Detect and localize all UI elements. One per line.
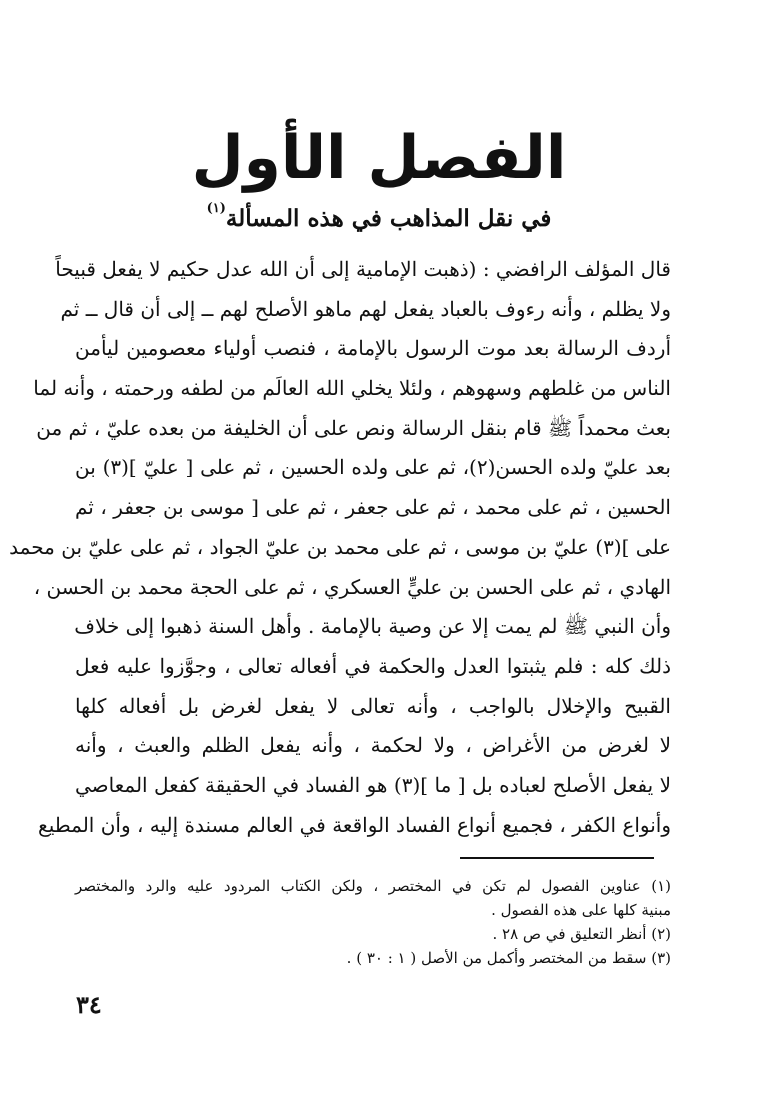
- chapter-subtitle: [0, 202, 758, 236]
- footnote-1-continuation: مبنية كلها على هذه الفصول .: [491, 901, 671, 919]
- footnote-1: (١) عناوين الفصول لم تكن في المختصر ، ولكن الكتاب المردود عليه والرد والمختصر: [75, 877, 671, 895]
- body-line: وأنواع الكفر ، فجميع أنواع الفساد الواقعة في العالم مسندة إليه ، وأن المطيع: [38, 812, 671, 837]
- body-line: الحسين ، ثم على محمد ، ثم على جعفر ، ثم على [ موسى بن جعفر ، ثم: [75, 495, 671, 520]
- chapter-title: الفصل الأول: [191, 123, 567, 193]
- body-line: بعد عليّ ولده الحسن(٢)، ثم على ولده الحسين ، ثم على [ عليّ ](٣) بن: [75, 455, 672, 480]
- footnote-3: (٣) سقط من المختصر وأكمل من الأصل ( ١ : ٣٠ ) .: [346, 949, 671, 967]
- footnotes: [75, 874, 671, 970]
- body-line: على ](٣) عليّ بن موسى ، ثم على محمد بن عليّ الجواد ، ثم على عليّ بن محمد: [9, 534, 671, 559]
- body-line: لا يفعل الأصلح لعباده بل [ ما ](٣) هو الفساد في الحقيقة كفعل المعاصي: [75, 772, 672, 797]
- footnote-2: (٢) أنظر التعليق في ص ٢٨ .: [492, 925, 671, 943]
- body-line: الهادي ، ثم على الحسن بن عليٍّ العسكري ، ثم على الحجة محمد بن الحسن ،: [33, 574, 671, 599]
- body-line: أردف الرسالة بعد موت الرسول بالإمامة ، فنصب أولياء معصومين ليأمن: [75, 336, 671, 361]
- body-line: القبيح والإخلال بالواجب ، وأنه تعالى لا يفعل لغرض بل أفعاله كلها: [75, 693, 671, 718]
- footnote-divider: [460, 857, 654, 859]
- chapter-subtitle-text: في نقل المذاهب في هذه المسألة: [225, 205, 552, 232]
- body-line: بعث محمداً ﷺ قام بنقل الرسالة ونص على أن الخليفة من بعده عليّ ، ثم من: [36, 415, 671, 440]
- body-line: ذلك كله : فلم يثبتوا العدل والحكمة في أفعاله تعالى ، وجوَّزوا عليه فعل: [75, 653, 671, 678]
- body-line: ولا يظلم ، وأنه رءوف بالعباد يفعل لهم ماهو الأصلح لهم ــ إلى أن قال ــ ثم: [60, 296, 671, 321]
- body-line: الناس من غلطهم وسهوهم ، ولئلا يخلي الله العالَم من لطفه ورحمته ، وأنه لما: [33, 376, 671, 401]
- body-line: وأن النبي ﷺ لم يمت إلا عن وصية بالإمامة . وأهل السنة ذهبوا إلى خلاف: [74, 614, 671, 639]
- body-text: [9, 250, 672, 845]
- body-line: لا لغرض من الأغراض ، ولا لحكمة ، وأنه يفعل الظلم والعبث ، وأنه: [75, 733, 671, 758]
- body-line: قال المؤلف الرافضي : (ذهبت الإمامية إلى أن الله عدل حكيم لا يفعل قبيحاً: [55, 257, 671, 281]
- subtitle-footnote-ref: (١): [206, 201, 226, 216]
- page-number: ٣٤: [76, 990, 102, 1019]
